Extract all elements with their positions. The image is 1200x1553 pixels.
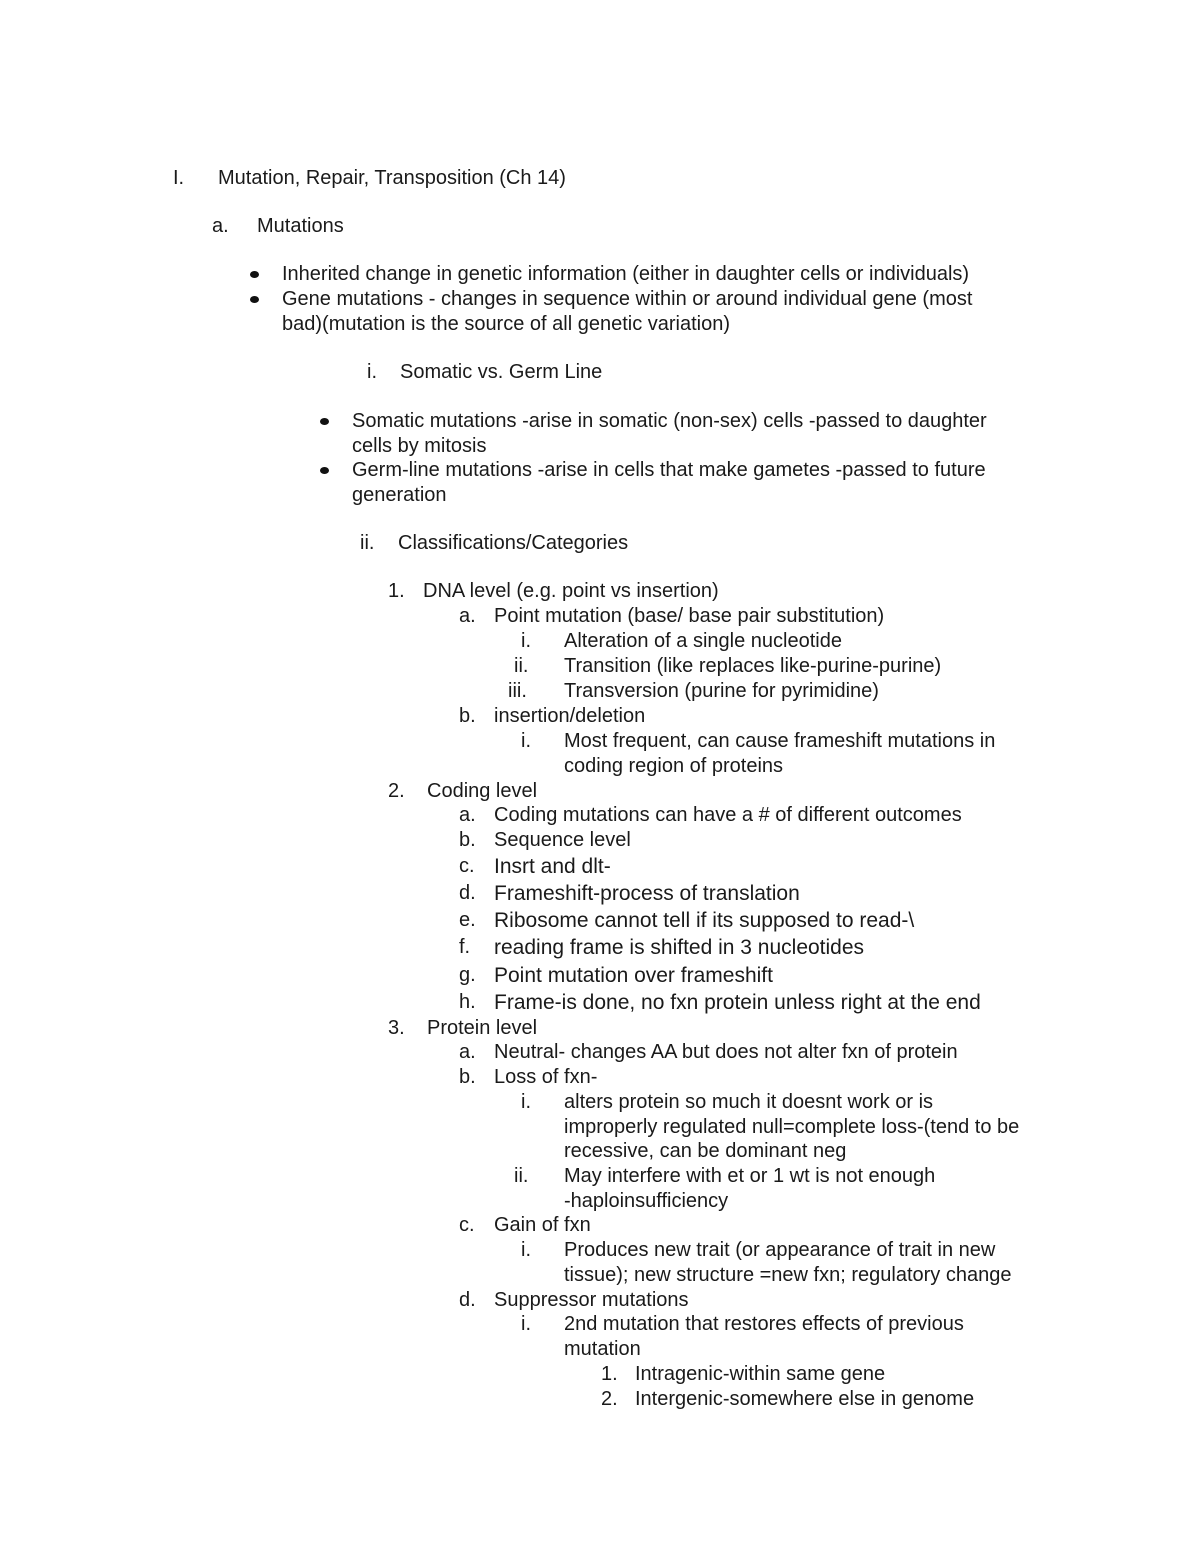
number-marker: 2. xyxy=(601,1388,618,1410)
letter-marker: a. xyxy=(459,804,476,826)
bullet-text: Inherited change in genetic information (either in daughter cells or individuals) xyxy=(282,263,970,285)
bullet-text-continued: generation xyxy=(352,484,447,506)
roman-heading: Somatic vs. Germ Line xyxy=(400,361,603,383)
list-item: Produces new trait (or appearance of trait in new xyxy=(564,1239,996,1261)
list-item: Intergenic-somewhere else in genome xyxy=(635,1388,975,1410)
list-item: Neutral- changes AA but does not alter fxn of protein xyxy=(494,1041,958,1063)
bullet-icon xyxy=(320,467,329,474)
section-marker: I. xyxy=(173,167,185,189)
list-item: Transition (like replaces like-purine-purine) xyxy=(564,655,942,677)
letter-marker: f. xyxy=(459,936,471,958)
bullet-icon xyxy=(250,271,259,278)
list-item-continued: mutation xyxy=(564,1338,641,1360)
number-marker: 3. xyxy=(388,1017,405,1039)
letter-marker: b. xyxy=(459,829,476,851)
list-item: Sequence level xyxy=(494,829,631,851)
roman-marker: i. xyxy=(521,1313,531,1335)
roman-marker: ii. xyxy=(514,655,529,677)
bullet-text: Somatic mutations -arise in somatic (non-sex) cells -passed to daughter xyxy=(352,410,987,432)
subsection-marker: a. xyxy=(212,215,229,237)
number-marker: 2. xyxy=(388,780,405,802)
list-item: DNA level (e.g. point vs insertion) xyxy=(423,580,719,602)
list-item: Coding level xyxy=(427,780,538,802)
letter-marker: d. xyxy=(459,882,476,904)
bullet-text: Germ-line mutations -arise in cells that make gametes -passed to future xyxy=(352,459,986,481)
list-item: insertion/deletion xyxy=(494,705,646,727)
letter-marker: c. xyxy=(459,1214,475,1236)
list-item: Protein level xyxy=(427,1017,538,1039)
list-item: Alteration of a single nucleotide xyxy=(564,630,842,652)
list-item: Suppressor mutations xyxy=(494,1289,689,1311)
letter-marker: e. xyxy=(459,909,476,931)
list-item: Frame-is done, no fxn protein unless right at the end xyxy=(494,991,981,1014)
list-item: Frameshift-process of translation xyxy=(494,882,800,905)
list-item-continued: improperly regulated null=complete loss-(tend to be xyxy=(564,1116,1020,1138)
list-item-continued: tissue); new structure =new fxn; regulatory change xyxy=(564,1264,1012,1286)
subsection-heading: Mutations xyxy=(257,215,344,237)
roman-heading: Classifications/Categories xyxy=(398,532,629,554)
list-item: Loss of fxn- xyxy=(494,1066,598,1088)
bullet-icon xyxy=(320,418,329,425)
bullet-icon xyxy=(250,296,259,303)
letter-marker: b. xyxy=(459,705,476,727)
list-item-continued: recessive, can be dominant neg xyxy=(564,1140,847,1162)
roman-marker: i. xyxy=(521,730,531,752)
list-item: Point mutation over frameshift xyxy=(494,964,773,987)
list-item: Transversion (purine for pyrimidine) xyxy=(564,680,879,702)
list-item: reading frame is shifted in 3 nucleotides xyxy=(494,936,865,959)
letter-marker: a. xyxy=(459,605,476,627)
letter-marker: b. xyxy=(459,1066,476,1088)
roman-marker: i. xyxy=(521,1091,531,1113)
list-item: Gain of fxn xyxy=(494,1214,591,1236)
roman-marker: iii. xyxy=(508,680,527,702)
list-item-continued: -haploinsufficiency xyxy=(564,1190,729,1212)
letter-marker: d. xyxy=(459,1289,476,1311)
list-item: Most frequent, can cause frameshift mutations in xyxy=(564,730,996,752)
list-item: alters protein so much it doesnt work or is xyxy=(564,1091,934,1113)
letter-marker: g. xyxy=(459,964,476,986)
list-item: Coding mutations can have a # of different outcomes xyxy=(494,804,962,826)
bullet-text: Gene mutations - changes in sequence within or around individual gene (most xyxy=(282,288,973,310)
list-item: Intragenic-within same gene xyxy=(635,1363,886,1385)
bullet-text-continued: bad)(mutation is the source of all genetic variation) xyxy=(282,313,731,335)
list-item: Ribosome cannot tell if its supposed to read-\ xyxy=(494,909,915,932)
list-item: May interfere with et or 1 wt is not enough xyxy=(564,1165,936,1187)
roman-marker: ii. xyxy=(514,1165,529,1187)
number-marker: 1. xyxy=(388,580,405,602)
roman-marker: i. xyxy=(521,630,531,652)
number-marker: 1. xyxy=(601,1363,618,1385)
section-heading: Mutation, Repair, Transposition (Ch 14) xyxy=(218,167,566,189)
letter-marker: c. xyxy=(459,855,475,877)
list-item: Point mutation (base/ base pair substitution) xyxy=(494,605,885,627)
roman-marker: ii. xyxy=(360,532,375,554)
list-item: Insrt and dlt- xyxy=(494,855,611,878)
list-item: 2nd mutation that restores effects of previous xyxy=(564,1313,964,1335)
list-item-continued: coding region of proteins xyxy=(564,755,784,777)
bullet-text-continued: cells by mitosis xyxy=(352,435,487,457)
letter-marker: h. xyxy=(459,991,476,1013)
roman-marker: i. xyxy=(521,1239,531,1261)
roman-marker: i. xyxy=(367,361,377,383)
letter-marker: a. xyxy=(459,1041,476,1063)
